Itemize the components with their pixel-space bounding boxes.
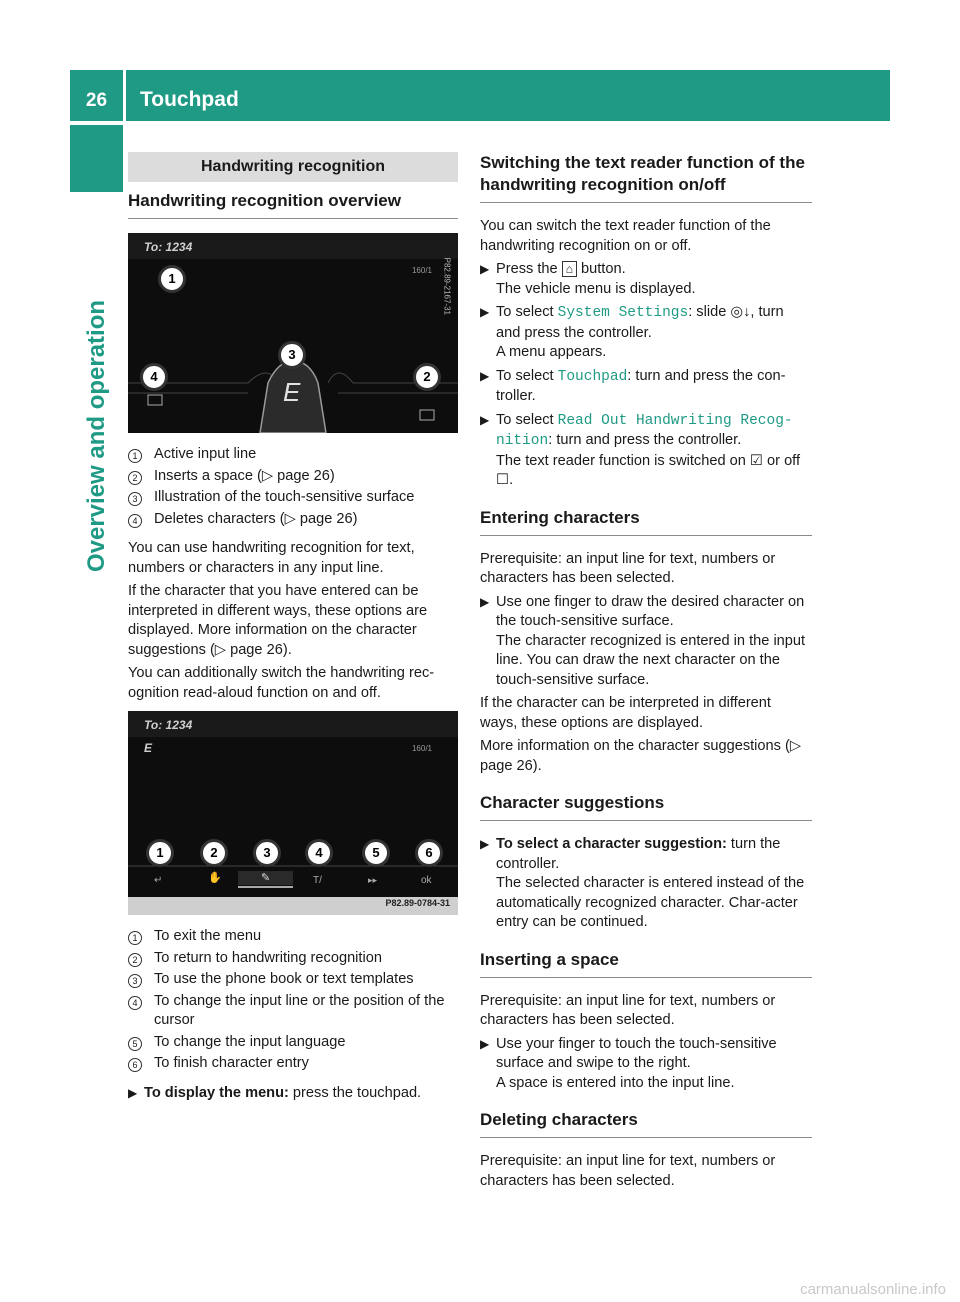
heading-text-reader: Switching the text reader function of the handwriting recognition on/off [480, 152, 812, 203]
instruction-step [480, 835, 812, 933]
menu-bar-illustration [128, 711, 458, 915]
pen-icon: ✎ [261, 872, 271, 884]
figure-code: P82.89-0784-31 [385, 897, 450, 908]
legend-item [128, 992, 458, 1031]
right-column [480, 152, 812, 1195]
step-arrow-icon: ▶ [480, 368, 490, 383]
legend-number: 3 [128, 974, 142, 988]
step-text: Use one finger to draw the desired character on the touch-sensitive surface. [496, 593, 805, 629]
step-text: Press the [496, 261, 562, 277]
step-text: Use your finger to touch the touch-sensitive surface and swipe to the right. [496, 1035, 777, 1071]
legend-item [128, 445, 458, 465]
callout-1: 1 [158, 265, 186, 293]
instruction-step [480, 260, 812, 299]
instruction-step [480, 411, 812, 491]
input-line-text: To: 1234 [144, 240, 193, 254]
paragraph: You can switch the text reader function of the handwriting recognition on or off. [480, 218, 771, 254]
side-tab-marker [70, 125, 123, 192]
ok-label: ok [421, 875, 432, 886]
callout-1: 1 [146, 839, 174, 867]
heading-overview: Handwriting recognition overview [128, 190, 458, 219]
side-tab [70, 196, 123, 676]
legend-item [128, 927, 458, 947]
menu-item-system-settings: System Settings [557, 305, 689, 321]
menu-item-read-out-handwriting: Read Out Handwriting Recog‐nition [496, 412, 793, 449]
step-result: A menu appears. [496, 344, 607, 360]
step-arrow-icon: ▶ [480, 412, 490, 427]
step-result: The character recognized is entered in the input line. You can draw the next character on the touch-sensitive surface. [496, 632, 806, 688]
heading-entering: Entering characters [480, 507, 812, 536]
legend-item [128, 949, 458, 969]
step-result: The selected character is entered instead of the automatically recognized character. Char-acter entry can be continued. [496, 875, 805, 930]
entered-character: E [144, 741, 153, 755]
legend-number: 2 [128, 953, 142, 967]
header-title: Touchpad [140, 88, 239, 111]
handwriting-icon: ✋ [208, 872, 222, 884]
step-arrow-icon: ▶ [480, 262, 490, 276]
figure-code: P82.89-2167-31 [442, 257, 451, 315]
step-arrow-icon: ▶ [128, 1085, 138, 1100]
step-result: The text reader function is switched on ☑ or off ☐. [496, 452, 801, 488]
step-text: To select [496, 304, 558, 320]
legend-menu [128, 927, 458, 1074]
legend-number: 4 [128, 996, 142, 1010]
callout-5: 5 [362, 839, 390, 867]
step-label: To display the menu: [144, 1084, 289, 1101]
legend-text: Deletes characters (▷ page 26) [154, 510, 358, 527]
left-column [128, 152, 458, 1107]
section-band: Handwriting recognition [128, 152, 458, 182]
callout-2: 2 [413, 363, 441, 391]
legend-item [128, 510, 458, 530]
legend-text: Active input line [154, 446, 257, 462]
step-text: To select [496, 367, 558, 384]
callout-3: 3 [253, 839, 281, 867]
step-text: To select [496, 411, 558, 428]
legend-item [128, 1033, 458, 1053]
legend-number: 1 [128, 931, 142, 945]
callout-6: 6 [415, 839, 443, 867]
step-arrow-icon: ▶ [480, 594, 490, 609]
step-label: To select a character suggestion: [496, 836, 727, 852]
exit-icon: ↵ [154, 875, 163, 886]
menu-item-touchpad: Touchpad [557, 368, 628, 385]
legend-number: 4 [128, 514, 142, 528]
legend-overview [128, 445, 458, 529]
language-icon: ▸▸ [368, 875, 378, 885]
paragraph: More information on the character suggestions (▷ page 26). [480, 738, 802, 774]
paragraph: If the character can be interpreted in different ways, these options are displayed. [480, 695, 771, 731]
legend-number: 5 [128, 1037, 142, 1051]
legend-item [128, 970, 458, 990]
paragraph: You can additionally switch the handwriting rec-ognition read-aloud function on and off. [128, 665, 435, 701]
instruction-step [480, 593, 812, 691]
watermark: carmanualsonline.info [800, 1281, 946, 1298]
step-arrow-icon: ▶ [480, 1036, 490, 1051]
page-number: 26 [85, 90, 108, 111]
paragraph: If the character that you have entered can be interpreted in different ways, these options are displayed. More information on the character suggestions (▷ page 26). [128, 583, 428, 658]
legend-item [128, 1054, 458, 1074]
char-counter: 160/1 [411, 744, 432, 753]
callout-3: 3 [278, 341, 306, 369]
input-line-text: To: 1234 [144, 718, 193, 732]
paragraph: You can use handwriting recognition for text, numbers or characters in any input line. [128, 540, 415, 576]
heading-suggestions: Character suggestions [480, 792, 812, 821]
legend-text: Illustration of the touch-sensitive surface [154, 489, 415, 505]
legend-number: 6 [128, 1058, 142, 1072]
legend-item [128, 488, 458, 508]
step-arrow-icon: ▶ [480, 305, 490, 319]
callout-4: 4 [305, 839, 333, 867]
legend-text: Inserts a space (▷ page 26) [154, 467, 335, 484]
legend-text: To return to handwriting recognition [154, 949, 382, 966]
legend-number: 2 [128, 471, 142, 485]
header-divider [123, 70, 126, 121]
cursor-position-icon: T/ [313, 875, 322, 886]
instruction-step [480, 303, 812, 363]
callout-4: 4 [140, 363, 168, 391]
legend-item [128, 467, 458, 487]
side-tab-label: Overview and operation [82, 299, 110, 573]
step-result: A space is entered into the input line. [496, 1074, 735, 1091]
screenshot-handwriting-overview [128, 233, 458, 433]
drawn-character: E [283, 377, 301, 407]
paragraph: Prerequisite: an input line for text, numbers or characters has been selected. [480, 1153, 776, 1189]
heading-deleting: Deleting characters [480, 1109, 812, 1138]
instruction-step [128, 1084, 458, 1104]
step-text: : slide ◎↓, turn and press the controller. [496, 304, 784, 341]
legend-text: To change the input language [154, 1033, 346, 1050]
screenshot-character-menu [128, 711, 458, 915]
legend-text: To exit the menu [154, 928, 262, 944]
step-text: press the touchpad. [288, 1084, 422, 1101]
heading-space: Inserting a space [480, 949, 812, 978]
step-text: : turn and press the con-troller. [496, 367, 786, 404]
step-result: The vehicle menu is displayed. [496, 280, 696, 297]
legend-number: 1 [128, 449, 142, 463]
legend-number: 3 [128, 492, 142, 506]
instruction-step [480, 1035, 812, 1094]
step-text: button. [576, 261, 626, 277]
step-text: : turn and press the controller. [548, 432, 742, 448]
step-arrow-icon: ▶ [480, 837, 490, 851]
vehicle-button-icon: ⌂ [562, 261, 577, 277]
paragraph: Prerequisite: an input line for text, numbers or characters has been selected. [480, 550, 776, 586]
legend-text: To finish character entry [154, 1055, 309, 1071]
step-text: turn the controller. [496, 836, 781, 872]
legend-text: To change the input line or the position of the cursor [154, 992, 445, 1028]
legend-text: To use the phone book or text templates [154, 971, 414, 987]
callout-2: 2 [200, 839, 228, 867]
instruction-step [480, 367, 812, 407]
paragraph: Prerequisite: an input line for text, numbers or characters has been selected. [480, 992, 776, 1028]
char-counter: 160/1 [411, 266, 432, 275]
